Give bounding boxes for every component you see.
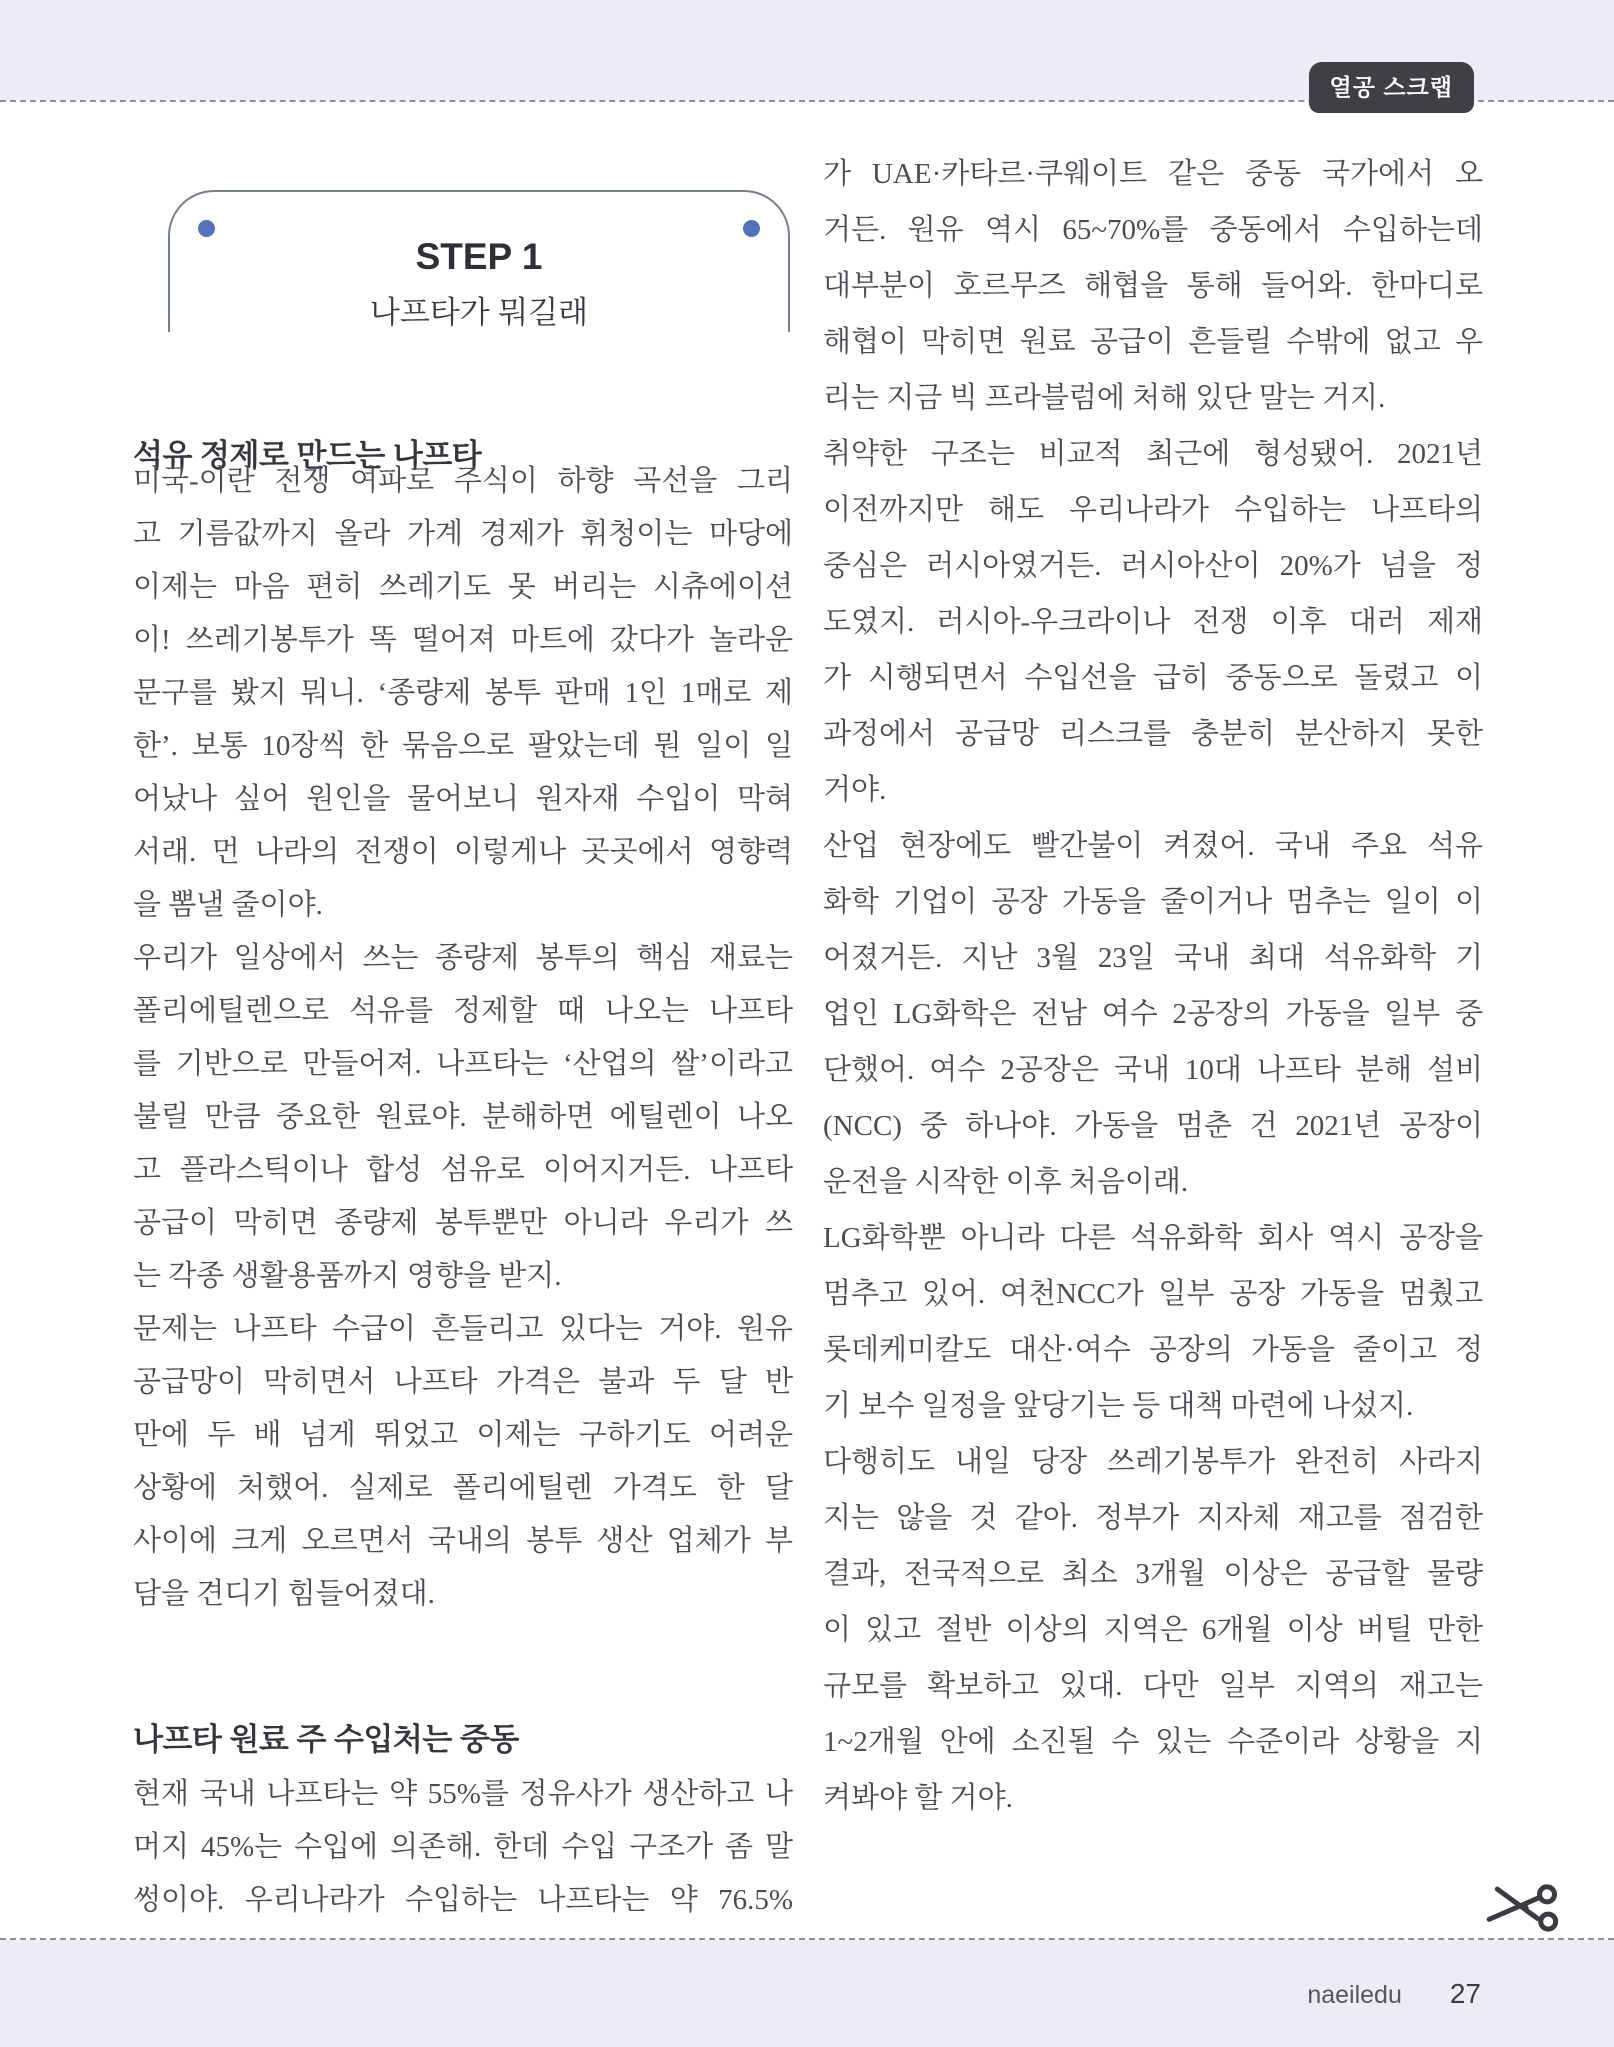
text-line: 롯데케미칼도 대산·여수 공장의 가동을 줄이고 정 xyxy=(823,1334,1483,1366)
text-line: 고 플라스틱이나 합성 섬유로 이어지거든. 나프타 xyxy=(133,1154,793,1186)
text-column-right xyxy=(823,146,1483,1826)
text-line: 이! 쓰레기봉투가 똑 떨어져 마트에 갔다가 놀라운 xyxy=(133,624,793,656)
text-line: 문제는 나프타 수급이 흔들리고 있다는 거야. 원유 xyxy=(133,1313,793,1345)
scissors-icon xyxy=(1483,1878,1565,1947)
text-line: 를 기반으로 만들어져. 나프타는 ‘산업의 쌀’이라고 xyxy=(133,1048,793,1080)
text-line: 과정에서 공급망 리스크를 충분히 분산하지 못한 xyxy=(823,718,1483,750)
text-line: LG화학뿐 아니라 다른 석유화학 회사 역시 공장을 xyxy=(823,1222,1483,1254)
text-line: 단했어. 여수 2공장은 국내 10대 나프타 분해 설비 xyxy=(823,1054,1483,1086)
text-line: 어났나 싶어 원인을 물어보니 원자재 수입이 막혀 xyxy=(133,783,793,815)
page-number: 27 xyxy=(1449,1978,1481,2009)
text-line: 도였지. 러시아-우크라이나 전쟁 이후 대러 제재 xyxy=(823,606,1483,638)
text-line: 거야. xyxy=(823,774,887,806)
text-line: 상황에 처했어. 실제로 폴리에틸렌 가격도 한 달 xyxy=(133,1472,793,1504)
text-line: 1~2개월 안에 소진될 수 있는 수준이라 상황을 지 xyxy=(823,1726,1483,1758)
step-box xyxy=(168,190,790,332)
text-line: 우리가 일상에서 쓰는 종량제 봉투의 핵심 재료는 xyxy=(133,942,793,974)
text-line: 켜봐야 할 거야. xyxy=(823,1782,1013,1814)
corner-dot-right xyxy=(743,220,760,237)
text-line: 현재 국내 나프타는 약 55%를 정유사가 생산하고 나 xyxy=(133,1778,793,1810)
step-title: 나프타가 뭐길래 xyxy=(369,295,589,330)
text-line: 규모를 확보하고 있대. 다만 일부 지역의 재고는 xyxy=(823,1670,1483,1702)
text-line: 해협이 막히면 원료 공급이 흔들릴 수밖에 없고 우 xyxy=(823,326,1483,358)
text-line: 거든. 원유 역시 65~70%를 중동에서 수입하는데 xyxy=(823,214,1483,246)
text-line: 멈추고 있어. 여천NCC가 일부 공장 가동을 멈췄고 xyxy=(823,1278,1483,1310)
text-line: (NCC) 중 하나야. 가동을 멈춘 건 2021년 공장이 xyxy=(823,1110,1483,1142)
text-line: 미국-이란 전쟁 여파로 주식이 하향 곡선을 그리 xyxy=(133,465,793,497)
text-line: 사이에 크게 오르면서 국내의 봉투 생산 업체가 부 xyxy=(133,1525,793,1557)
text-line: 공급망이 막히면서 나프타 가격은 불과 두 달 반 xyxy=(133,1366,793,1398)
text-line: 을 뽐낼 줄이야. xyxy=(133,889,323,921)
text-line: 이전까지만 해도 우리나라가 수입하는 나프타의 xyxy=(823,494,1483,526)
text-line: 썽이야. 우리나라가 수입하는 나프타는 약 76.5% xyxy=(133,1884,793,1916)
scrap-badge: 열공 스크랩 xyxy=(1309,62,1474,113)
text-line: 는 각종 생활용품까지 영향을 받지. xyxy=(133,1260,562,1292)
text-line: 가 UAE·카타르·쿠웨이트 같은 중동 국가에서 오 xyxy=(823,158,1483,190)
text-line: 기 보수 일정을 앞당기는 등 대책 마련에 나섰지. xyxy=(823,1390,1414,1422)
text-line: 불릴 만큼 중요한 원료야. 분해하면 에틸렌이 나오 xyxy=(133,1101,793,1133)
text-line: 담을 견디기 힘들어졌대. xyxy=(133,1578,435,1610)
text-line: 업인 LG화학은 전남 여수 2공장의 가동을 일부 중 xyxy=(823,998,1483,1030)
text-line: 폴리에틸렌으로 석유를 정제할 때 나오는 나프타 xyxy=(133,995,793,1027)
text-line: 이제는 마음 편히 쓰레기도 못 버리는 시츄에이션 xyxy=(133,571,793,603)
text-line: 한’. 보통 10장씩 한 묶음으로 팔았는데 뭔 일이 일 xyxy=(133,730,793,762)
text-line: 리는 지금 빅 프라블럼에 처해 있단 말는 거지. xyxy=(823,382,1386,414)
section-heading-left-1: 석유 정제로 만드는 나프타 xyxy=(133,438,482,473)
text-column-left-body-2 xyxy=(133,1768,793,1927)
text-line: 화학 기업이 공장 가동을 줄이거나 멈추는 일이 이 xyxy=(823,886,1483,918)
text-line: 가 시행되면서 수입선을 급히 중동으로 돌렸고 이 xyxy=(823,662,1483,694)
step-label: STEP 1 xyxy=(415,236,543,277)
footer-info xyxy=(1307,1978,1481,2010)
text-line: 공급이 막히면 종량제 봉투뿐만 아니라 우리가 쓰 xyxy=(133,1207,793,1239)
text-line: 문구를 봤지 뭐니. ‘종량제 봉투 판매 1인 1매로 제 xyxy=(133,677,793,709)
section-heading-left-2: 나프타 원료 주 수입처는 중동 xyxy=(133,1722,519,1757)
text-line: 다행히도 내일 당장 쓰레기봉투가 완전히 사라지 xyxy=(823,1446,1483,1478)
text-line: 운전을 시작한 이후 처음이래. xyxy=(823,1166,1189,1198)
text-line: 이 있고 절반 이상의 지역은 6개월 이상 버틸 만한 xyxy=(823,1614,1483,1646)
text-line: 어졌거든. 지난 3월 23일 국내 최대 석유화학 기 xyxy=(823,942,1483,974)
text-line: 머지 45%는 수입에 의존해. 한데 수입 구조가 좀 말 xyxy=(133,1831,793,1863)
text-line: 고 기름값까지 올라 가계 경제가 휘청이는 마당에 xyxy=(133,518,793,550)
text-line: 지는 않을 것 같아. 정부가 지자체 재고를 점검한 xyxy=(823,1502,1483,1534)
text-line: 산업 현장에도 빨간불이 켜졌어. 국내 주요 석유 xyxy=(823,830,1483,862)
corner-dot-left xyxy=(198,220,215,237)
text-line: 중심은 러시아였거든. 러시아산이 20%가 넘을 정 xyxy=(823,550,1483,582)
text-line: 서래. 먼 나라의 전쟁이 이렇게나 곳곳에서 영향력 xyxy=(133,836,793,868)
brand-text: naeiledu xyxy=(1307,1981,1402,2009)
text-line: 결과, 전국적으로 최소 3개월 이상은 공급할 물량 xyxy=(823,1558,1483,1590)
text-line: 취약한 구조는 비교적 최근에 형성됐어. 2021년 xyxy=(823,438,1483,470)
text-line: 대부분이 호르무즈 해협을 통해 들어와. 한마디로 xyxy=(823,270,1483,302)
text-line: 만에 두 배 넘게 뛰었고 이제는 구하기도 어려운 xyxy=(133,1419,793,1451)
text-column-left-body-1 xyxy=(133,455,793,1621)
